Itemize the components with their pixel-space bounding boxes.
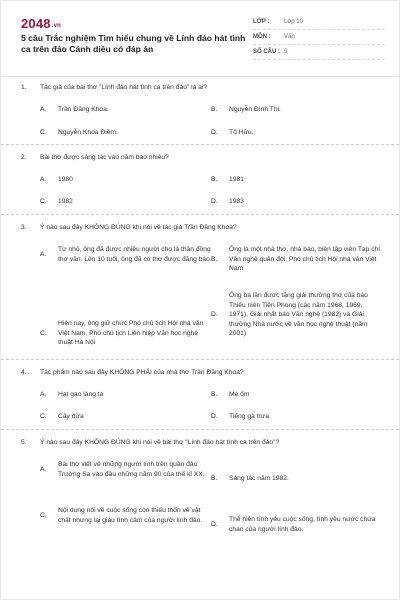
meta-class — [253, 15, 385, 30]
option-text: Hạt gạo làng ta — [58, 391, 104, 398]
question-2 — [21, 153, 386, 215]
option-text: Mẹ ốm — [229, 391, 250, 398]
option-c[interactable] — [40, 128, 200, 138]
question-divider — [1, 144, 399, 145]
question-divider — [1, 214, 399, 215]
option-c[interactable] — [40, 197, 200, 207]
question-number: 4. — [21, 369, 27, 376]
option-text: Tố Hữu. — [229, 129, 254, 136]
question-text: Tác giả của bài thơ "Lính đảo hát tình ca trên đảo" là ai? — [40, 84, 208, 91]
meta-key: SỐ CÂU : — [253, 49, 280, 55]
option-b[interactable] — [211, 105, 381, 115]
option-letter: C. — [40, 511, 47, 519]
option-letter: A. — [40, 250, 47, 258]
option-c[interactable] — [40, 319, 212, 348]
question-divider — [1, 359, 399, 360]
option-d[interactable] — [211, 515, 383, 534]
question-stem — [21, 83, 386, 92]
option-letter: B. — [211, 255, 218, 263]
option-a[interactable] — [40, 175, 200, 185]
option-letter: C. — [40, 413, 47, 420]
meta-value: 5 — [284, 49, 288, 55]
question-stem — [21, 153, 386, 162]
option-b[interactable] — [211, 390, 381, 400]
option-letter: D. — [211, 520, 218, 528]
question-text: Tác phẩm nào sau đây KHÔNG PHẢI của nhà thơ Trần Đăng Khoa? — [40, 369, 244, 376]
option-a[interactable] — [40, 245, 212, 264]
question-5 — [21, 438, 386, 578]
question-divider — [1, 429, 399, 430]
question-stem — [21, 368, 386, 377]
option-d[interactable] — [211, 197, 381, 207]
meta-value: Lớp 10 — [284, 19, 303, 25]
option-letter: A. — [40, 391, 47, 398]
option-text: Nguyễn Khoa Điềm. — [58, 129, 118, 136]
option-text: Từ nhỏ, ông đã được nhiều người cho là thần đồng thơ văn. Lên 10 tuổi, ông đã có thơ được đăng báo. — [58, 246, 212, 263]
option-a[interactable] — [40, 105, 200, 115]
option-text: 1982 — [58, 198, 73, 205]
option-c[interactable] — [40, 412, 200, 422]
option-letter: C. — [40, 198, 47, 205]
question-number: 3. — [21, 224, 27, 231]
option-b[interactable] — [211, 474, 383, 484]
option-a[interactable] — [40, 460, 212, 479]
meta-key: MÔN : — [253, 34, 271, 40]
option-text: 1983 — [229, 198, 244, 205]
option-c[interactable] — [40, 506, 212, 525]
question-stem — [21, 438, 386, 447]
option-b[interactable] — [211, 245, 383, 274]
option-text: Trần Đăng Khoa. — [58, 106, 109, 113]
option-text: Ông là một nhà thơ, nhà báo, biên tập viên Tạp chí Văn nghệ quân đội, Phó chủ tịch Hội nhà văn Việt Nam — [229, 246, 381, 272]
option-letter: C. — [40, 329, 47, 337]
logo-domain[interactable]: .vn — [51, 23, 62, 29]
question-4 — [21, 368, 386, 430]
question-1 — [21, 83, 386, 147]
question-text: Ý nào sau đây KHÔNG ĐÚNG khi nói về tác giả Trần Đăng Khoa? — [40, 224, 237, 231]
meta-key: LỚP : — [253, 19, 270, 25]
option-text: Tiếng gà trưa — [229, 413, 269, 420]
option-text: Thể hiện tình yêu cuộc sống, tình yêu nước chứa chan của người lính đảo. — [229, 516, 376, 533]
option-text: Bài thơ viết về những người lính trên quần đảo Trường Sa vào đầu những năm 90 của thế kỉ XX. — [58, 461, 205, 478]
option-text: Cây dừa — [58, 413, 84, 420]
option-letter: B. — [211, 391, 218, 398]
question-number: 5. — [21, 439, 27, 446]
option-letter: D. — [211, 311, 218, 318]
question-3 — [21, 223, 386, 361]
option-text: 1980 — [58, 176, 73, 183]
option-text: 1981 — [229, 176, 244, 183]
option-letter: A. — [40, 465, 47, 473]
meta-subject — [253, 30, 385, 45]
option-letter: D. — [211, 129, 218, 136]
option-text: Sáng tác năm 1982. — [229, 475, 289, 482]
option-letter: B. — [211, 475, 218, 482]
page-title: 5 câu Trắc nghiệm Tìm hiểu chung về Lính đảo hát tình ca trên đảo Cánh diều có đáp án — [21, 33, 246, 54]
option-text: Ông ba lần được tặng giải thưởng thơ của báo Thiếu niên Tiền Phong (các năm 1968, 1969, 1971), Giải nhất báo Văn nghệ (1982) và Giải thưởng Nhà nước về văn học nghệ thuật (năm 2001) — [229, 292, 368, 337]
option-letter: B. — [211, 106, 218, 113]
question-number: 1. — [21, 84, 27, 91]
option-text: Nguyễn Đình Thi. — [229, 106, 281, 113]
option-letter: D. — [211, 198, 218, 205]
quiz-header — [1, 1, 400, 77]
option-d[interactable] — [211, 412, 381, 422]
option-letter: A. — [40, 106, 47, 113]
site-logo[interactable] — [21, 16, 61, 31]
option-text: Hiện nay, ông giữ chức Phó chủ tịch Hội nhà văn Việt Nam, Phó chủ tịch Liên hiệp Văn học nghệ thuật Hà Nội — [58, 320, 204, 346]
meta-count — [253, 45, 385, 60]
question-number: 2. — [21, 154, 27, 161]
option-letter: A. — [40, 176, 47, 183]
option-letter: B. — [211, 176, 218, 183]
quiz-meta — [253, 15, 385, 60]
question-text: Ý nào sau đây KHÔNG ĐÚNG khi nói về bài thơ "Lính đảo hát tình ca trên đảo"? — [40, 439, 280, 446]
option-d[interactable] — [211, 291, 383, 339]
option-d[interactable] — [211, 128, 381, 138]
logo-text[interactable]: 2048 — [21, 16, 51, 31]
option-letter: C. — [40, 129, 47, 136]
question-text: Bài thơ được sáng tác vào năm bao nhiêu? — [40, 154, 169, 161]
option-text: Nội dung nói về cuộc sống còn thiếu thốn về vật chất nhưng lại giàu tình cảm của người lính đảo. — [58, 507, 203, 524]
option-letter: D. — [211, 413, 218, 420]
option-b[interactable] — [211, 175, 381, 185]
option-a[interactable] — [40, 390, 200, 400]
meta-value: Văn — [284, 34, 295, 40]
question-stem — [21, 223, 386, 232]
